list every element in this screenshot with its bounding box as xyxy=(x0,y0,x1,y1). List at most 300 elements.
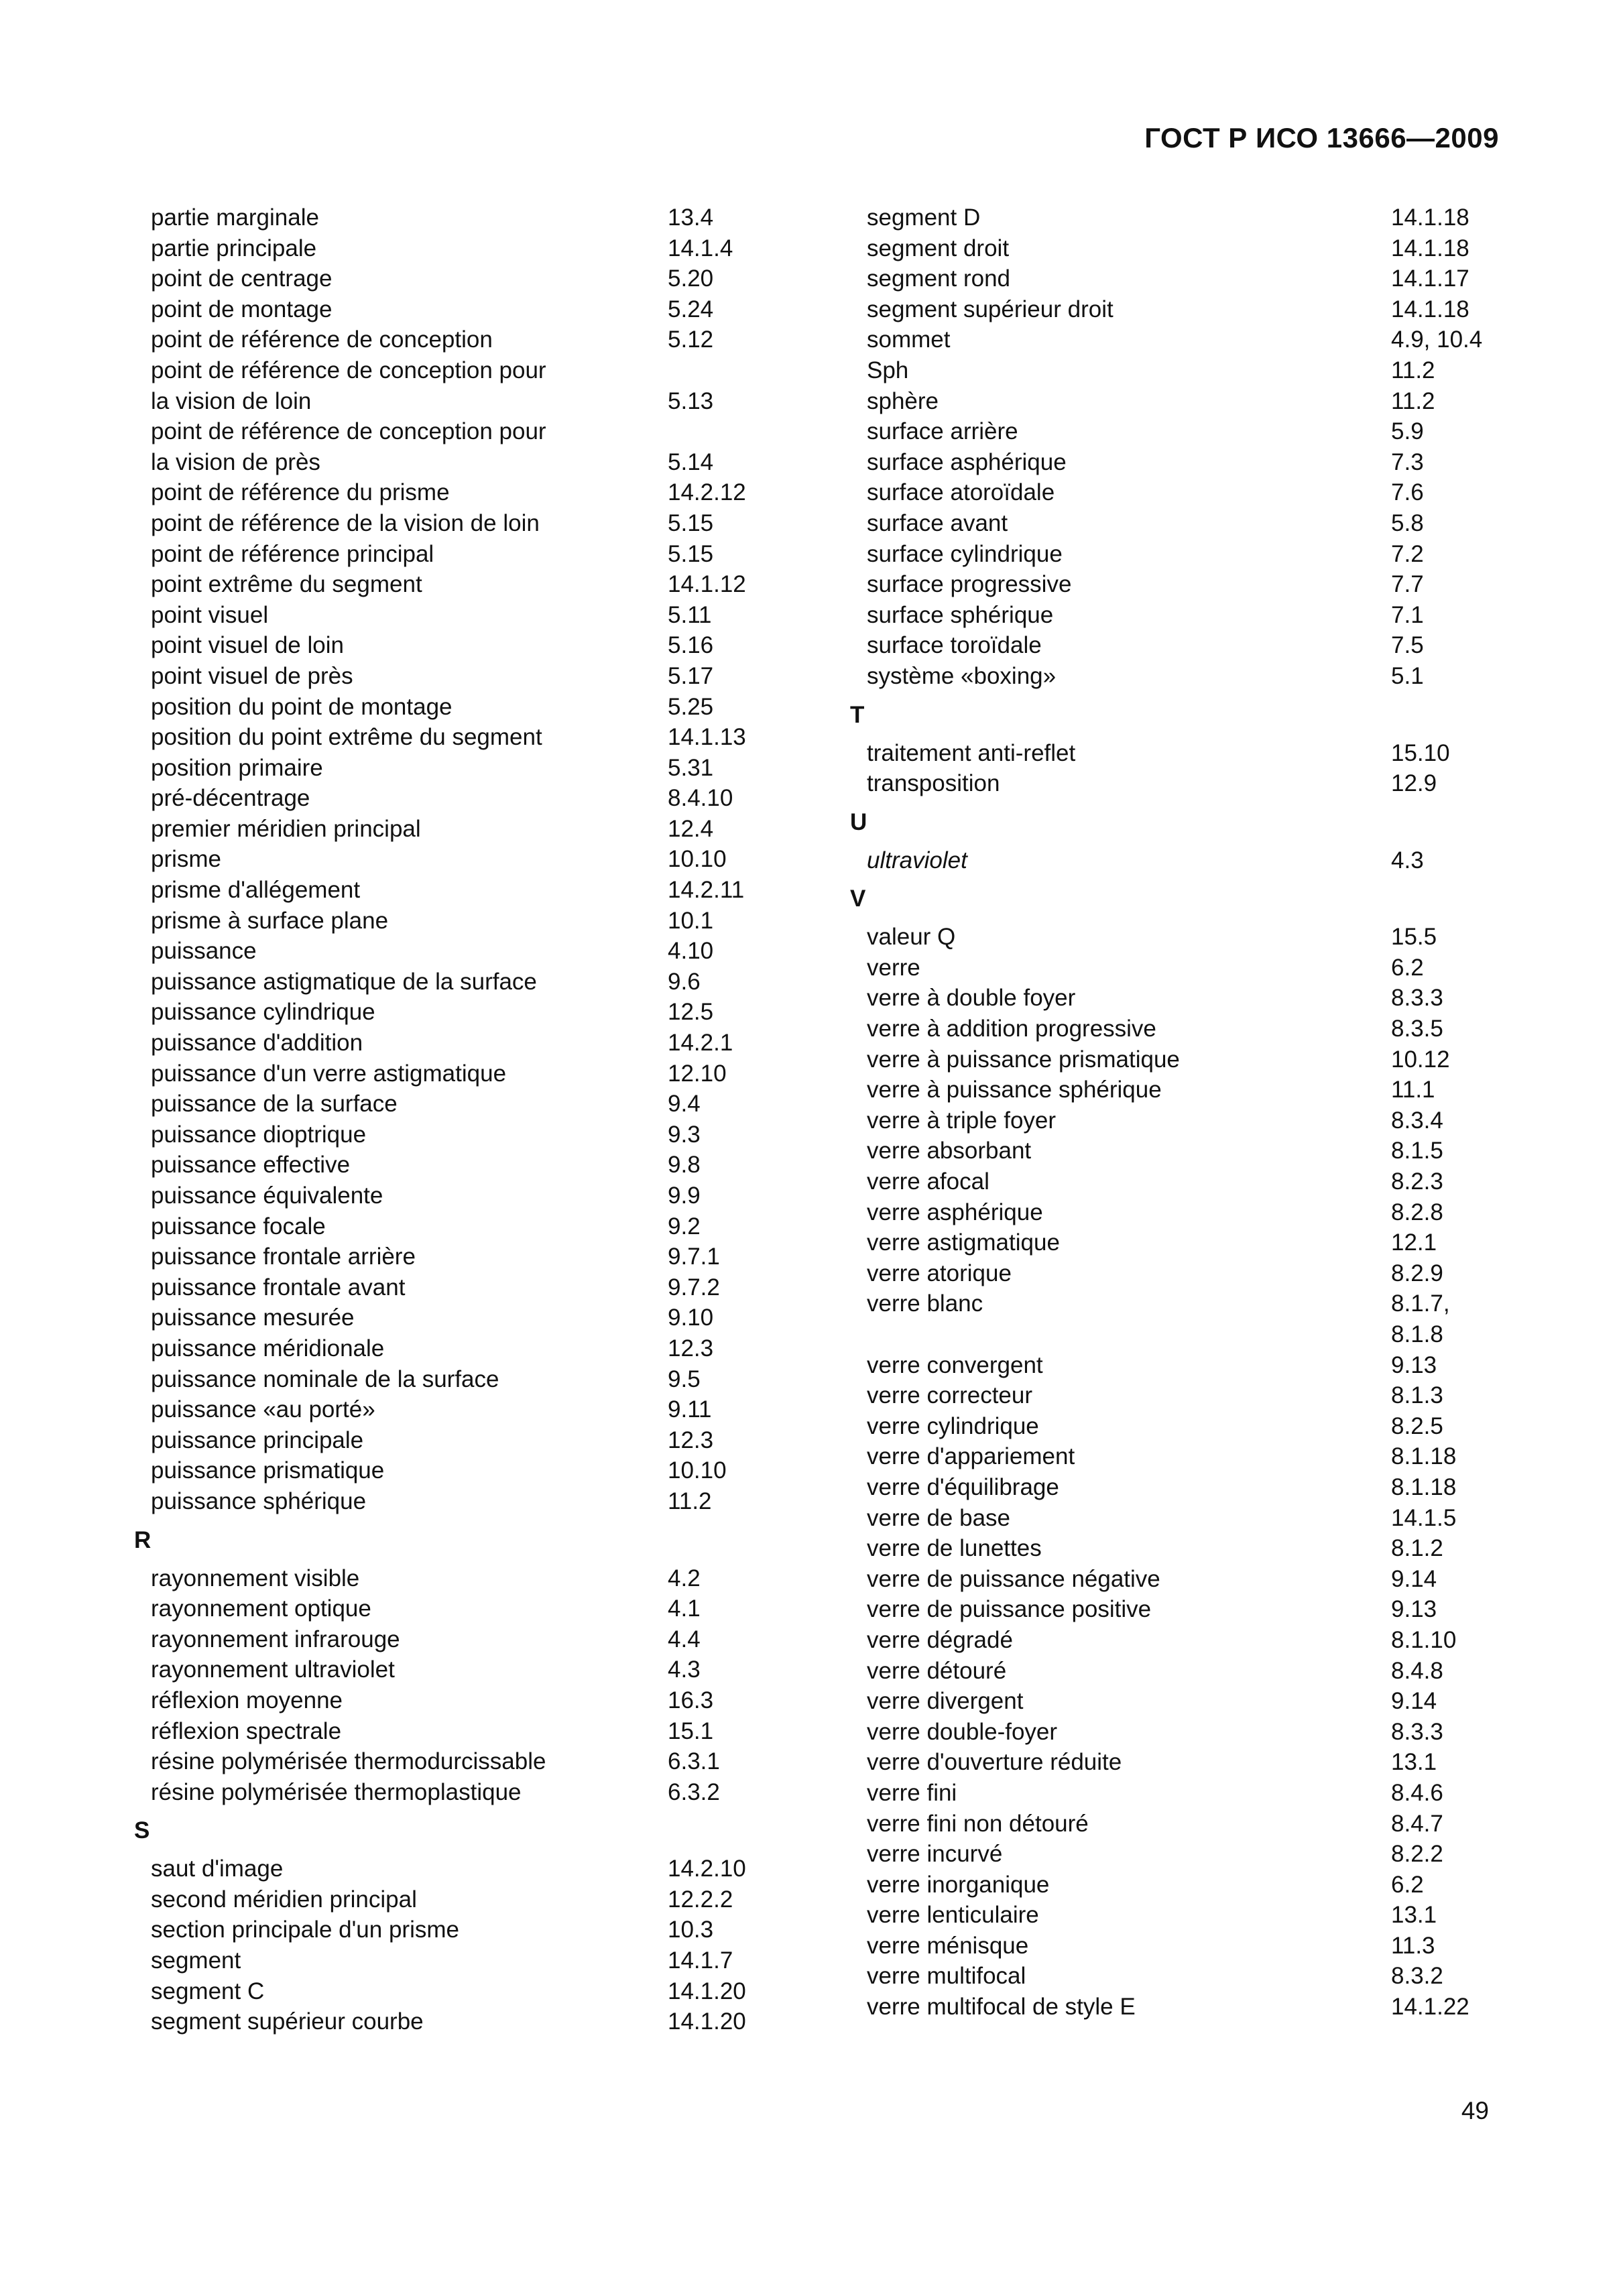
index-reference: 12.5 xyxy=(668,999,714,1026)
index-reference: 12.3 xyxy=(668,1427,714,1453)
index-entry xyxy=(134,1854,778,1884)
index-reference: 9.13 xyxy=(1391,1596,1437,1623)
index-entry xyxy=(850,1197,1507,1228)
index-reference: 5.8 xyxy=(1391,509,1424,536)
index-reference: 11.3 xyxy=(1391,1932,1435,1959)
index-term: segment D xyxy=(867,204,981,231)
index-reference: 9.3 xyxy=(668,1121,701,1148)
index-entry xyxy=(134,1364,778,1395)
index-reference: 4.10 xyxy=(668,938,714,965)
index-entry xyxy=(134,539,778,570)
index-reference: 12.3 xyxy=(668,1335,714,1362)
index-reference: 13.1 xyxy=(1391,1749,1437,1776)
index-reference: 14.1.18 xyxy=(1391,296,1469,322)
index-reference: 12.1 xyxy=(1391,1229,1437,1256)
index-term: rayonnement visible xyxy=(151,1565,360,1591)
index-entry xyxy=(134,1884,778,1915)
index-term: verre absorbant xyxy=(867,1138,1032,1164)
index-entry xyxy=(850,355,1507,386)
index-entry xyxy=(134,1120,778,1150)
index-entry xyxy=(850,1747,1507,1778)
index-term: point visuel de loin xyxy=(151,632,344,659)
index-reference: 7.1 xyxy=(1391,601,1424,628)
index-section-letter: T xyxy=(850,701,865,728)
index-term: résine polymérisée thermodurcissable xyxy=(151,1748,546,1775)
index-term: verre d'équilibrage xyxy=(867,1473,1059,1500)
index-term: verre à puissance prismatique xyxy=(867,1046,1180,1073)
index-reference: 9.7.2 xyxy=(668,1274,720,1301)
index-reference: 6.2 xyxy=(1391,1871,1424,1898)
index-entry xyxy=(850,1992,1507,2022)
index-term: puissance «au porté» xyxy=(151,1396,375,1423)
index-reference: 10.10 xyxy=(668,1457,727,1484)
index-term: verre fini non détouré xyxy=(867,1810,1089,1837)
index-reference: 10.1 xyxy=(668,907,714,934)
index-entry xyxy=(134,1746,778,1777)
index-term: verre xyxy=(867,954,920,981)
index-reference: 8.4.6 xyxy=(1391,1779,1443,1806)
index-reference: 14.2.12 xyxy=(668,479,746,506)
index-reference: 5.12 xyxy=(668,326,714,353)
index-term: puissance prismatique xyxy=(151,1457,385,1484)
index-entry xyxy=(134,1777,778,1808)
index-reference: 12.10 xyxy=(668,1060,727,1087)
index-entry xyxy=(850,1686,1507,1717)
index-term: pré-décentrage xyxy=(151,785,310,812)
index-section-letter: S xyxy=(134,1817,150,1844)
index-entry xyxy=(850,768,1507,799)
index-term: verre à triple foyer xyxy=(867,1107,1057,1134)
index-term: rayonnement optique xyxy=(151,1595,371,1622)
index-term: point de centrage xyxy=(151,265,333,292)
index-term: point de référence de conception pour xyxy=(151,357,546,383)
index-entry xyxy=(850,1105,1507,1136)
index-reference: 8.2.2 xyxy=(1391,1841,1443,1868)
index-term: premier méridien principal xyxy=(151,815,421,842)
index-term: puissance frontale avant xyxy=(151,1274,406,1301)
index-reference: 8.3.2 xyxy=(1391,1963,1443,1990)
index-reference: 13.4 xyxy=(668,204,714,231)
index-reference: 7.2 xyxy=(1391,540,1424,567)
index-reference: 4.3 xyxy=(1391,847,1424,873)
index-reference: 5.24 xyxy=(668,296,714,322)
index-entry xyxy=(850,1258,1507,1289)
index-entry xyxy=(134,692,778,723)
index-term: la vision de près xyxy=(151,448,320,475)
index-entry xyxy=(134,1624,778,1655)
index-entry xyxy=(134,447,778,478)
index-term: segment supérieur courbe xyxy=(151,2008,424,2035)
index-entry xyxy=(850,569,1507,600)
index-term: verre à addition progressive xyxy=(867,1016,1156,1042)
index-reference: 4.2 xyxy=(668,1565,701,1591)
index-column-left xyxy=(134,202,778,2037)
index-entry xyxy=(134,1089,778,1120)
index-term: surface toroïdale xyxy=(867,632,1042,659)
index-term: Sph xyxy=(867,357,909,383)
index-reference: 14.1.12 xyxy=(668,571,746,598)
index-column-right xyxy=(850,202,1507,2022)
index-entry xyxy=(850,233,1507,264)
index-term: sphère xyxy=(867,387,939,414)
index-entry xyxy=(850,1227,1507,1258)
index-term: second méridien principal xyxy=(151,1886,417,1913)
index-section-letter: R xyxy=(134,1526,152,1553)
index-reference: 7.6 xyxy=(1391,479,1424,506)
index-reference: 11.2 xyxy=(1391,357,1435,383)
index-term: segment droit xyxy=(867,235,1010,261)
index-term: puissance méridionale xyxy=(151,1335,385,1362)
index-reference: 4.3 xyxy=(668,1656,701,1683)
index-term: segment supérieur droit xyxy=(867,296,1114,322)
index-term: verre divergent xyxy=(867,1688,1024,1715)
index-term: rayonnement ultraviolet xyxy=(151,1656,395,1683)
index-term: la vision de loin xyxy=(151,387,312,414)
index-reference: 5.15 xyxy=(668,540,714,567)
index-reference: 8.1.5 xyxy=(1391,1138,1443,1164)
index-reference: 9.10 xyxy=(668,1305,714,1331)
index-term: segment rond xyxy=(867,265,1011,292)
index-entry xyxy=(850,1594,1507,1625)
index-reference: 6.2 xyxy=(1391,954,1424,981)
index-term: verre asphérique xyxy=(867,1199,1043,1225)
index-term: surface sphérique xyxy=(867,601,1054,628)
index-reference: 15.5 xyxy=(1391,924,1437,951)
index-entry xyxy=(134,508,778,539)
index-reference: 8.1.10 xyxy=(1391,1626,1457,1653)
index-term: puissance mesurée xyxy=(151,1305,355,1331)
index-reference: 9.14 xyxy=(1391,1688,1437,1715)
index-term: surface atoroïdale xyxy=(867,479,1055,506)
index-term: surface arrière xyxy=(867,418,1018,445)
index-entry xyxy=(134,233,778,264)
index-reference: 6.3.1 xyxy=(668,1748,720,1775)
index-entry xyxy=(134,324,778,355)
index-term: verre d'ouverture réduite xyxy=(867,1749,1122,1776)
index-term: rayonnement infrarouge xyxy=(151,1626,400,1652)
index-reference: 8.4.10 xyxy=(668,785,733,812)
index-term: prisme d'allégement xyxy=(151,877,361,904)
index-term: point extrême du segment xyxy=(151,571,422,598)
index-entry xyxy=(850,294,1507,325)
index-entry xyxy=(850,263,1507,294)
index-entry xyxy=(850,1503,1507,1534)
index-reference: 7.5 xyxy=(1391,632,1424,659)
index-entry xyxy=(850,1839,1507,1870)
index-term: surface avant xyxy=(867,509,1008,536)
index-reference: 9.8 xyxy=(668,1152,701,1179)
index-entry xyxy=(134,477,778,508)
index-reference: 9.14 xyxy=(1391,1565,1437,1592)
index-term: point de référence du prisme xyxy=(151,479,450,506)
index-reference: 14.1.17 xyxy=(1391,265,1469,292)
index-reference: 4.4 xyxy=(668,1626,701,1652)
index-entry xyxy=(850,1319,1507,1350)
index-term: position du point extrême du segment xyxy=(151,724,542,751)
index-term: position du point de montage xyxy=(151,693,453,720)
index-term: point visuel de près xyxy=(151,662,353,689)
index-entry xyxy=(850,1411,1507,1442)
index-reference: 5.20 xyxy=(668,265,714,292)
index-term: sommet xyxy=(867,326,951,353)
index-entry xyxy=(134,1945,778,1976)
index-reference: 16.3 xyxy=(668,1687,714,1713)
index-reference: 14.1.13 xyxy=(668,724,746,751)
index-reference: 11.2 xyxy=(1391,387,1435,414)
index-entry xyxy=(134,1455,778,1486)
index-term: puissance xyxy=(151,938,257,965)
index-entry xyxy=(134,967,778,998)
index-term: verre de lunettes xyxy=(867,1535,1042,1562)
index-reference: 8.3.4 xyxy=(1391,1107,1443,1134)
index-entry xyxy=(134,1242,778,1272)
index-entry xyxy=(134,294,778,325)
index-entry xyxy=(134,1976,778,2007)
index-term: segment C xyxy=(151,1978,265,2004)
index-entry xyxy=(850,1044,1507,1075)
index-reference: 14.1.22 xyxy=(1391,1994,1469,2020)
index-reference: 14.1.20 xyxy=(668,1978,746,2004)
index-term: système «boxing» xyxy=(867,662,1057,689)
index-entry xyxy=(850,1350,1507,1381)
index-term: section principale d'un prisme xyxy=(151,1917,459,1943)
index-reference: 8.1.18 xyxy=(1391,1443,1457,1470)
index-entry xyxy=(134,722,778,753)
index-entry xyxy=(134,997,778,1028)
index-entry xyxy=(850,539,1507,570)
index-term: segment xyxy=(151,1947,241,1974)
index-term: prisme à surface plane xyxy=(151,907,389,934)
index-entry xyxy=(134,1211,778,1242)
index-entry xyxy=(134,630,778,661)
index-term: puissance nominale de la surface xyxy=(151,1366,499,1392)
index-reference: 8.3.3 xyxy=(1391,1718,1443,1745)
index-term: surface cylindrique xyxy=(867,540,1063,567)
index-reference: 5.15 xyxy=(668,509,714,536)
index-entry xyxy=(134,661,778,692)
index-entry xyxy=(134,1150,778,1181)
index-entry xyxy=(134,1425,778,1456)
index-term: verre dégradé xyxy=(867,1626,1013,1653)
index-term: verre correcteur xyxy=(867,1382,1033,1409)
index-entry xyxy=(850,1809,1507,1839)
index-entry xyxy=(850,1870,1507,1900)
index-term: point de montage xyxy=(151,296,333,322)
index-reference: 8.4.7 xyxy=(1391,1810,1443,1837)
index-term: prisme xyxy=(151,846,222,873)
index-term: puissance sphérique xyxy=(151,1488,367,1514)
index-reference: 11.2 xyxy=(668,1488,712,1514)
index-entry xyxy=(850,416,1507,447)
index-reference: 13.1 xyxy=(1391,1902,1437,1929)
index-term: puissance cylindrique xyxy=(151,999,375,1026)
index-entry xyxy=(134,814,778,845)
index-reference: 8.1.18 xyxy=(1391,1473,1457,1500)
index-term: verre ménisque xyxy=(867,1932,1029,1959)
index-reference: 11.1 xyxy=(1391,1077,1435,1103)
index-entry xyxy=(134,936,778,967)
index-entry xyxy=(850,1166,1507,1197)
index-entry xyxy=(134,1394,778,1425)
index-term: verre blanc xyxy=(867,1290,983,1317)
index-term: verre multifocal de style E xyxy=(867,1994,1136,2020)
index-term: puissance équivalente xyxy=(151,1183,383,1209)
index-reference: 8.2.9 xyxy=(1391,1260,1443,1286)
index-entry xyxy=(134,1593,778,1624)
index-reference: 4.1 xyxy=(668,1595,701,1622)
index-entry xyxy=(134,1303,778,1333)
index-term: verre de puissance négative xyxy=(867,1565,1160,1592)
index-reference: 14.2.11 xyxy=(668,877,745,904)
page-number: 49 xyxy=(1461,2097,1489,2124)
index-term: transposition xyxy=(867,770,1000,797)
index-reference: 5.17 xyxy=(668,662,714,689)
index-entry xyxy=(850,1931,1507,1961)
index-reference: 8.3.3 xyxy=(1391,985,1443,1012)
index-term: puissance astigmatique de la surface xyxy=(151,968,537,995)
index-reference: 14.1.5 xyxy=(1391,1504,1457,1531)
index-reference: 8.2.3 xyxy=(1391,1168,1443,1195)
index-entry xyxy=(134,1915,778,1945)
index-entry xyxy=(850,1961,1507,1992)
index-entry xyxy=(134,1486,778,1517)
index-entry xyxy=(850,1380,1507,1411)
index-entry xyxy=(850,1075,1507,1105)
index-term: verre détouré xyxy=(867,1657,1007,1684)
index-reference: 14.1.18 xyxy=(1391,204,1469,231)
index-entry xyxy=(850,630,1507,661)
index-term: résine polymérisée thermoplastique xyxy=(151,1778,522,1805)
index-entry xyxy=(134,875,778,906)
index-entry xyxy=(134,386,778,417)
index-term: verre d'appariement xyxy=(867,1443,1075,1470)
index-reference: 10.12 xyxy=(1391,1046,1450,1073)
index-reference: 7.3 xyxy=(1391,448,1424,475)
index-term: verre afocal xyxy=(867,1168,989,1195)
index-term: point de référence de la vision de loin xyxy=(151,509,540,536)
index-entry xyxy=(850,1656,1507,1687)
index-entry xyxy=(134,1181,778,1211)
index-term: verre cylindrique xyxy=(867,1412,1039,1439)
index-term: puissance focale xyxy=(151,1213,326,1240)
index-term: verre de puissance positive xyxy=(867,1596,1152,1623)
index-reference: 5.14 xyxy=(668,448,714,475)
index-entry xyxy=(850,1441,1507,1472)
index-reference: 15.10 xyxy=(1391,739,1450,766)
index-section-letter: V xyxy=(850,886,866,912)
index-reference: 5.25 xyxy=(668,693,714,720)
index-reference: 14.2.1 xyxy=(668,1030,733,1056)
index-reference: 9.5 xyxy=(668,1366,701,1392)
index-entry xyxy=(850,953,1507,983)
index-reference: 10.10 xyxy=(668,846,727,873)
index-term: point de référence de conception pour xyxy=(151,418,546,445)
index-reference: 10.3 xyxy=(668,1917,714,1943)
index-entry xyxy=(850,477,1507,508)
index-entry xyxy=(134,753,778,784)
index-reference: 9.11 xyxy=(668,1396,712,1423)
index-entry xyxy=(850,508,1507,539)
index-entry xyxy=(850,922,1507,953)
index-term: verre à puissance sphérique xyxy=(867,1077,1162,1103)
index-term: puissance frontale arrière xyxy=(151,1244,416,1270)
index-reference: 14.1.4 xyxy=(668,235,733,261)
index-entry xyxy=(850,845,1507,876)
index-entry xyxy=(850,1014,1507,1044)
index-term: verre convergent xyxy=(867,1351,1043,1378)
index-reference: 5.13 xyxy=(668,387,714,414)
index-reference: 8.2.8 xyxy=(1391,1199,1443,1225)
index-term: verre de base xyxy=(867,1504,1011,1531)
index-reference: 6.3.2 xyxy=(668,1778,720,1805)
index-entry xyxy=(850,661,1507,692)
index-term: point visuel xyxy=(151,601,269,628)
index-entry xyxy=(134,906,778,936)
index-entry xyxy=(850,1625,1507,1656)
index-entry xyxy=(850,324,1507,355)
index-term: verre lenticulaire xyxy=(867,1902,1039,1929)
index-term: surface progressive xyxy=(867,571,1072,598)
index-entry xyxy=(134,1654,778,1685)
index-term: puissance principale xyxy=(151,1427,364,1453)
index-entry xyxy=(850,1778,1507,1809)
index-entry xyxy=(134,1685,778,1716)
index-term: verre multifocal xyxy=(867,1963,1026,1990)
index-term: partie principale xyxy=(151,235,317,261)
index-term: puissance dioptrique xyxy=(151,1121,367,1148)
index-entry xyxy=(134,1716,778,1747)
index-term: ultraviolet xyxy=(867,847,967,873)
index-entry xyxy=(850,1136,1507,1166)
index-entry xyxy=(850,386,1507,417)
index-entry xyxy=(134,569,778,600)
index-term: traitement anti-reflet xyxy=(867,739,1076,766)
index-entry xyxy=(850,1900,1507,1931)
index-term: position primaire xyxy=(151,754,323,781)
index-reference: 14.2.10 xyxy=(668,1856,746,1882)
index-reference: 14.1.18 xyxy=(1391,235,1469,261)
index-entry xyxy=(134,202,778,233)
index-entry xyxy=(134,263,778,294)
index-entry xyxy=(850,1717,1507,1748)
index-term: valeur Q xyxy=(867,924,956,951)
index-reference: 5.9 xyxy=(1391,418,1424,445)
index-reference: 12.9 xyxy=(1391,770,1437,797)
index-term: puissance d'addition xyxy=(151,1030,363,1056)
index-entry xyxy=(850,447,1507,478)
index-reference: 8.4.8 xyxy=(1391,1657,1443,1684)
index-entry xyxy=(134,1563,778,1594)
index-reference: 5.1 xyxy=(1391,662,1424,689)
index-reference: 5.31 xyxy=(668,754,714,781)
index-entry xyxy=(850,1472,1507,1503)
index-reference: 14.1.7 xyxy=(668,1947,733,1974)
index-entry xyxy=(134,783,778,814)
index-term: réflexion spectrale xyxy=(151,1717,342,1744)
index-term: verre à double foyer xyxy=(867,985,1076,1012)
index-reference: 5.11 xyxy=(668,601,712,628)
index-reference: 14.1.20 xyxy=(668,2008,746,2035)
index-reference: 7.7 xyxy=(1391,571,1424,598)
index-section-letter: U xyxy=(850,808,867,835)
index-reference: 8.2.5 xyxy=(1391,1412,1443,1439)
index-term: partie marginale xyxy=(151,204,319,231)
index-reference: 12.2.2 xyxy=(668,1886,733,1913)
index-reference: 9.4 xyxy=(668,1091,701,1117)
index-entry xyxy=(134,355,778,386)
index-reference: 8.1.3 xyxy=(1391,1382,1443,1409)
index-entry xyxy=(134,844,778,875)
